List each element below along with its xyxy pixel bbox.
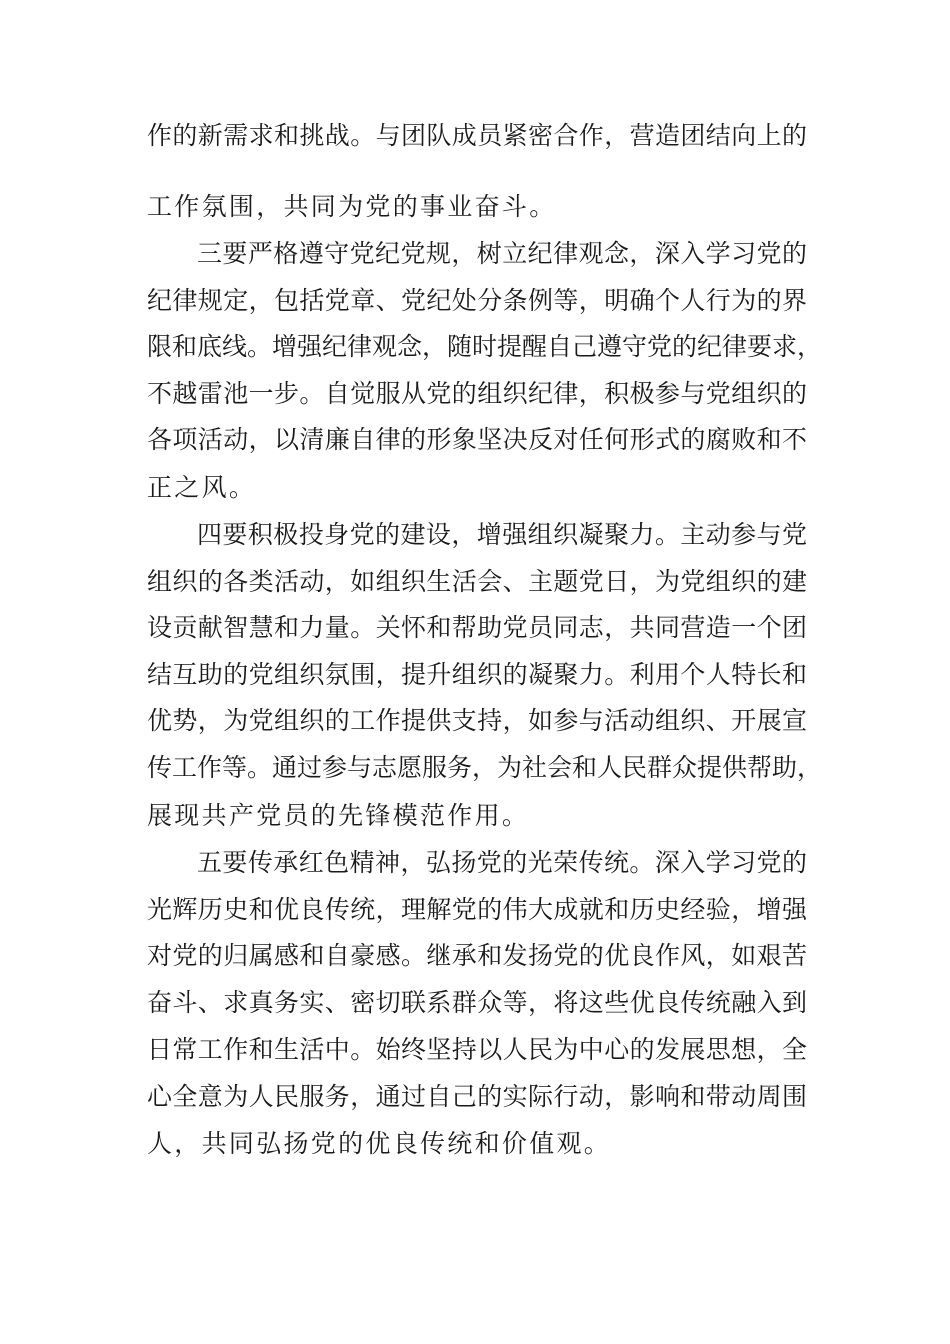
text-line: 纪律规定，包括党章、党纪处分条例等，明确个人行为的界 — [147, 286, 807, 315]
text-line: 人，共同弘扬党的优良传统和价值观。 — [147, 1129, 612, 1158]
text-line: 三要严格遵守党纪党规，树立纪律观念，深入学习党的 — [197, 239, 807, 268]
text-line: 优势，为党组织的工作提供支持，如参与活动组织、开展宣 — [147, 706, 807, 735]
text-line: 奋斗、求真务实、密切联系群众等，将这些优良传统融入到 — [147, 988, 807, 1017]
text-line: 传工作等。通过参与志愿服务，为社会和人民群众提供帮助， — [147, 753, 823, 782]
text-line: 限和底线。增强纪律观念，随时提醒自己遵守党的纪律要求， — [147, 332, 823, 361]
text-line: 光辉历史和优良传统，理解党的伟大成就和历史经验，增强 — [147, 895, 807, 924]
text-line: 结互助的党组织氛围，提升组织的凝聚力。利用个人特长和 — [147, 660, 807, 689]
text-line: 正之风。 — [147, 473, 257, 502]
text-line: 设贡献智慧和力量。关怀和帮助党员同志，共同营造一个团 — [147, 613, 807, 642]
text-line: 对党的归属感和自豪感。继承和发扬党的优良作风，如艰苦 — [147, 941, 807, 970]
text-line: 组织的各类活动，如组织生活会、主题党日，为党组织的建 — [147, 567, 807, 596]
text-line: 工作氛围，共同为党的事业奋斗。 — [147, 192, 557, 221]
text-line: 日常工作和生活中。始终坚持以人民为中心的发展思想，全 — [147, 1035, 807, 1064]
text-line: 四要积极投身党的建设，增强组织凝聚力。主动参与党 — [197, 520, 807, 549]
text-line: 五要传承红色精神，弘扬党的光荣传统。深入学习党的 — [197, 848, 807, 877]
text-line: 心全意为人民服务，通过自己的实际行动，影响和带动周围 — [147, 1082, 807, 1111]
text-line: 各项活动，以清廉自律的形象坚决反对任何形式的腐败和不 — [147, 425, 807, 454]
text-line: 作的新需求和挑战。与团队成员紧密合作，营造团结向上的 — [147, 121, 807, 150]
text-line: 不越雷池一步。自觉服从党的组织纪律，积极参与党组织的 — [147, 379, 807, 408]
text-line: 展现共产党员的先锋模范作用。 — [147, 801, 530, 830]
